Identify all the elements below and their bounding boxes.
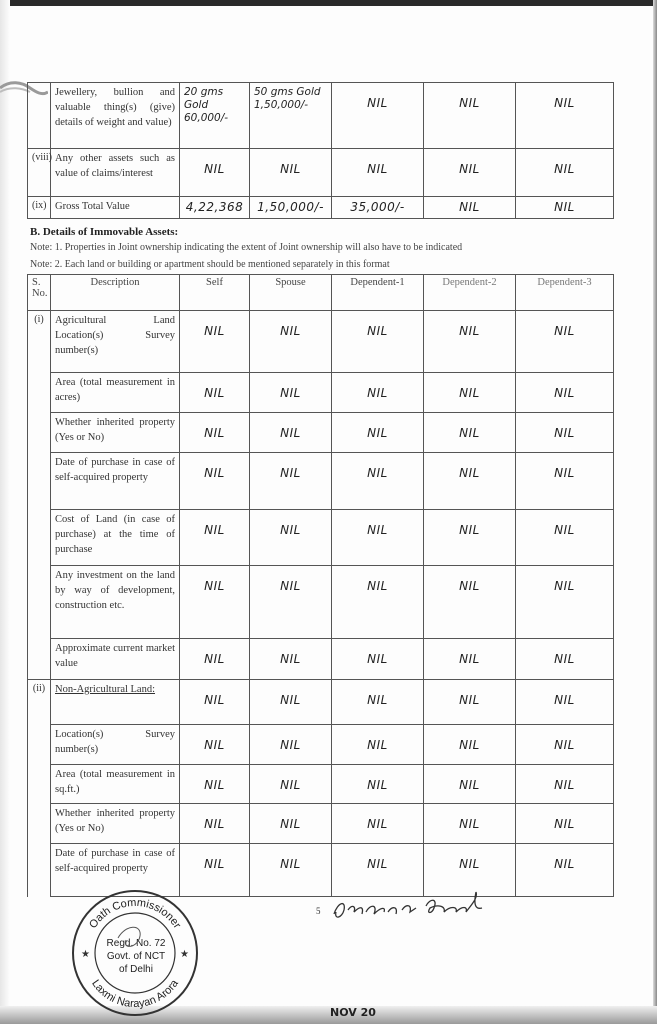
asset-description: Agricultural Land Location(s) Survey number(s) [51,311,180,373]
oath-commissioner-seal-icon [70,888,200,1018]
dependent-1-value: NIL [332,149,424,197]
dependent-1-value: NIL [332,311,424,373]
dependent-3-value: NIL [516,510,614,566]
table-row [28,149,614,197]
dependent-1-value: NIL [332,566,424,639]
serial-number: (ix) [28,197,51,219]
dependent-1-value: NIL [332,844,424,897]
spouse-value: NIL [250,149,332,197]
immovable-assets-table [27,274,614,897]
asset-description: Gross Total Value [51,197,180,219]
asset-description: Area (total measurement in acres) [51,373,180,413]
stamp-line-2: Govt. of NCT [106,951,166,962]
dependent-1-value: NIL [332,83,424,149]
dependent-1-value: NIL [332,639,424,680]
dependent-1-value: NIL [332,510,424,566]
page-number: 5 [316,906,321,916]
dependent-1-value: NIL [332,804,424,844]
dependent-2-value: NIL [424,725,516,765]
spouse-value: NIL [250,413,332,453]
dependent-1-value: NIL [332,725,424,765]
spouse-value: NIL [250,680,332,725]
header-dependent-1: Dependent-1 [332,275,424,311]
dependent-1-value: NIL [332,765,424,804]
dependent-2-value: NIL [424,680,516,725]
dependent-1-value: 35,000/- [332,197,424,219]
dependent-2-value: NIL [424,197,516,219]
dependent-3-value: NIL [516,83,614,149]
asset-description: Cost of Land (in case of purchase) at the time of purchase [51,510,180,566]
spouse-value: NIL [250,725,332,765]
dependent-2-value: NIL [424,413,516,453]
dependent-2-value: NIL [424,566,516,639]
asset-description: Any other assets such as value of claims/interest [51,149,180,197]
header-self: Self [180,275,250,311]
table-row [28,413,614,453]
asset-description: Date of purchase in case of self-acquired property [51,844,180,897]
table-row [28,453,614,510]
self-value: 20 gms Gold 60,000/- [180,83,250,149]
dependent-3-value: NIL [516,197,614,219]
self-value: NIL [180,510,250,566]
asset-description: Date of purchase in case of self-acquired property [51,453,180,510]
header-description: Description [51,275,180,311]
dependent-2-value: NIL [424,311,516,373]
self-value: NIL [180,413,250,453]
asset-description: Whether inherited property (Yes or No) [51,413,180,453]
stamp-top-arc: Oath Commissioner [87,896,184,931]
table-row [28,725,614,765]
asset-description: Approximate current market value [51,639,180,680]
self-value: NIL [180,844,250,897]
spouse-value: NIL [250,453,332,510]
dependent-3-value: NIL [516,765,614,804]
dependent-3-value: NIL [516,566,614,639]
table-row [28,373,614,413]
dependent-2-value: NIL [424,149,516,197]
dependent-3-value: NIL [516,413,614,453]
asset-description: Any investment on the land by way of development, construction etc. [51,566,180,639]
dependent-2-value: NIL [424,804,516,844]
serial-number: (ii) [28,680,51,897]
dependent-3-value: NIL [516,311,614,373]
page-right-edge [653,0,657,1024]
svg-text:★: ★ [180,949,189,960]
dependent-2-value: NIL [424,765,516,804]
svg-text:★: ★ [81,949,90,960]
table-row [28,566,614,639]
spouse-value: NIL [250,844,332,897]
dependent-2-value: NIL [424,639,516,680]
spouse-value: NIL [250,373,332,413]
spouse-value: NIL [250,804,332,844]
dependent-3-value: NIL [516,453,614,510]
dependent-3-value: NIL [516,373,614,413]
dependent-3-value: NIL [516,725,614,765]
note-1: Note: 1. Properties in Joint ownership indicating the extent of Joint ownership will also have to be indicated [30,242,463,253]
header-dependent-3: Dependent-3 [516,275,614,311]
table-header-row [28,275,614,311]
header-sn: S. No. [28,275,51,311]
stamp-line-1: Regd. No. 72 [106,938,166,949]
table-row [28,83,614,149]
spouse-value: NIL [250,566,332,639]
self-value: NIL [180,373,250,413]
header-dependent-2: Dependent-2 [424,275,516,311]
dependent-1-value: NIL [332,413,424,453]
dependent-2-value: NIL [424,83,516,149]
spouse-value: NIL [250,510,332,566]
stamp-line-3: of Delhi [119,964,153,975]
dependent-1-value: NIL [332,373,424,413]
dependent-1-value: NIL [332,680,424,725]
self-value: NIL [180,311,250,373]
page-left-shadow [0,0,10,1024]
movable-assets-continued-table [27,82,614,219]
table-row [28,680,614,725]
self-value: NIL [180,765,250,804]
self-value: NIL [180,453,250,510]
spouse-value: NIL [250,639,332,680]
page-top-edge [0,0,657,6]
dependent-3-value: NIL [516,639,614,680]
section-title: B. Details of Immovable Assets: [30,226,179,238]
self-value: NIL [180,804,250,844]
table-row [28,804,614,844]
spouse-value: NIL [250,311,332,373]
dependent-2-value: NIL [424,373,516,413]
asset-description: Location(s) Survey number(s) [51,725,180,765]
dependent-2-value: NIL [424,844,516,897]
signature-icon [326,884,496,924]
footer-date-stamp: NOV 20 [330,1006,376,1019]
dependent-1-value: NIL [332,453,424,510]
table-row [28,510,614,566]
asset-description: Non-Agricultural Land: [51,680,180,725]
asset-description: Area (total measurement in sq.ft.) [51,765,180,804]
note-2: Note: 2. Each land or building or apartment should be mentioned separately in this format [30,259,390,270]
table-row [28,765,614,804]
stamp-bottom-arc: Laxmi Narayan Arora [89,977,181,1011]
table-row [28,639,614,680]
dependent-3-value: NIL [516,149,614,197]
dependent-2-value: NIL [424,510,516,566]
serial-number: (viii) [28,149,51,197]
spouse-value: NIL [250,765,332,804]
spouse-value: 50 gms Gold 1,50,000/- [250,83,332,149]
self-value: 4,22,368 [180,197,250,219]
dependent-3-value: NIL [516,844,614,897]
asset-description: Jewellery, bullion and valuable thing(s) (give) details of weight and value) [51,83,180,149]
serial-number [28,83,51,149]
dependent-3-value: NIL [516,804,614,844]
dependent-3-value: NIL [516,680,614,725]
spouse-value: 1,50,000/- [250,197,332,219]
self-value: NIL [180,639,250,680]
self-value: NIL [180,149,250,197]
asset-description: Whether inherited property (Yes or No) [51,804,180,844]
self-value: NIL [180,725,250,765]
dependent-2-value: NIL [424,453,516,510]
table-row [28,197,614,219]
table-row [28,311,614,373]
self-value: NIL [180,680,250,725]
self-value: NIL [180,566,250,639]
header-spouse: Spouse [250,275,332,311]
serial-number: (i) [28,311,51,680]
